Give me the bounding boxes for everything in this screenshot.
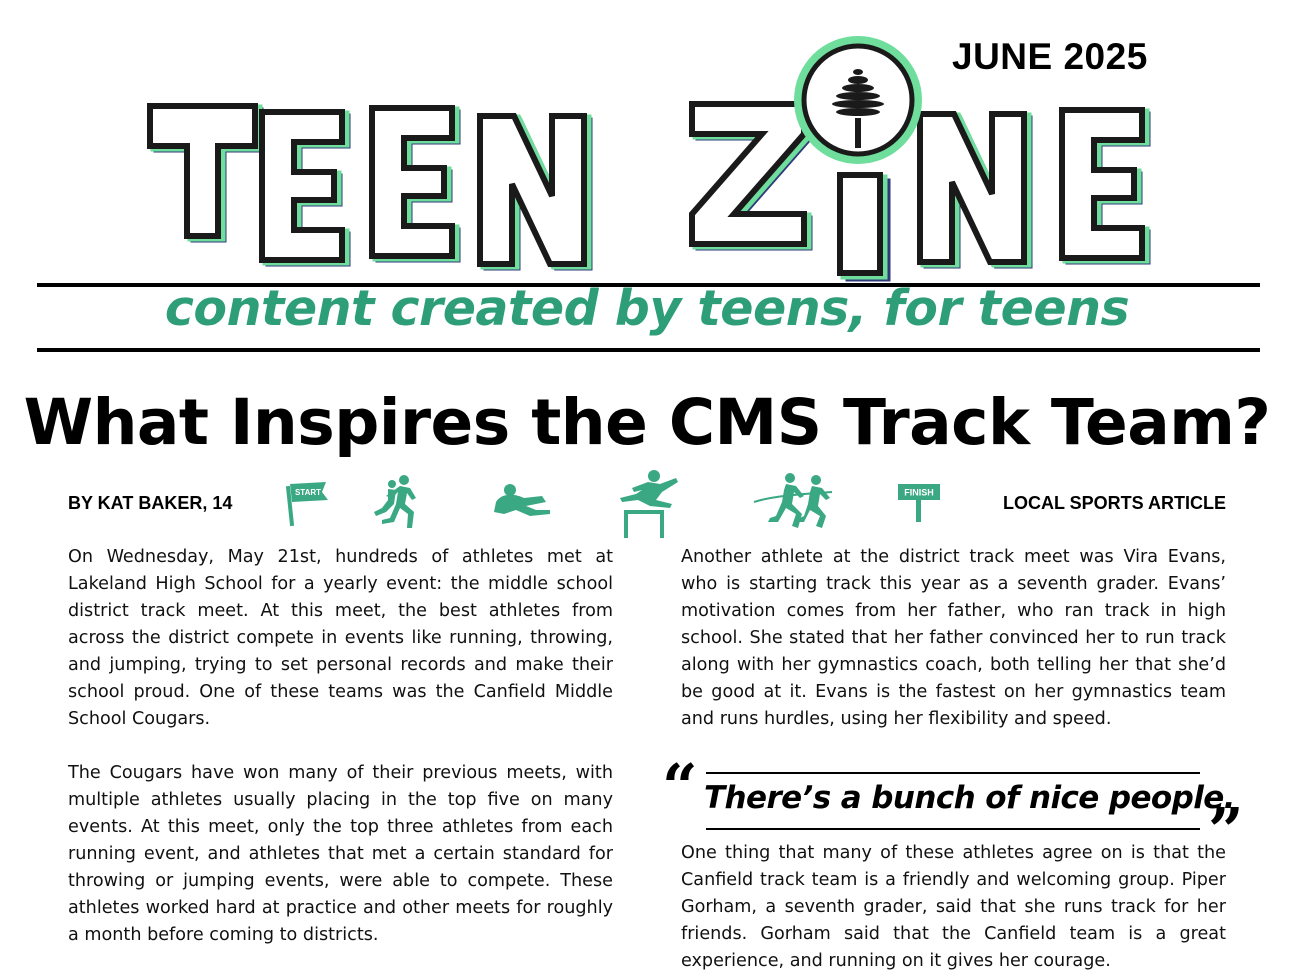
article-headline: What Inspires the CMS Track Team?	[23, 386, 1271, 459]
paragraph: The Cougars have won many of their previous meets, with multiple athletes usually placing in the top five on many events. At this meet, only the top three athletes from each running event, and athletes that met a certain standard for throwing or jumping events, were able to compete. These athletes worked hard at practice and other meets for roughly a month before coming to districts.	[68, 763, 613, 945]
masthead	[0, 0, 1294, 290]
pull-quote: There’s a bunch of nice people.	[704, 780, 1235, 816]
tagline-rule-bottom	[37, 348, 1260, 352]
right-column-top	[681, 544, 1226, 733]
tree-emblem-icon	[794, 36, 922, 164]
byline: BY KAT BAKER, 14	[68, 493, 233, 513]
start-flag-icon	[284, 480, 330, 528]
paragraph: On Wednesday, May 21st, hundreds of athletes met at Lakeland High School for a yearly event: the middle school district track meet. At this meet, the best athletes from across the district compete in events like running, throwing, and jumping, trying to set personal records and make their school proud. One of these teams was the Canfield Middle School Cougars.	[68, 547, 613, 729]
left-column	[68, 544, 613, 949]
hurdler-icon	[616, 470, 682, 540]
start-flag-label: START	[294, 488, 322, 497]
runners-icon	[370, 474, 428, 532]
paragraph: Another athlete at the district track meet was Vira Evans, who is starting track this year as a seventh grader. Evans’ motivation comes from her father, who ran track in high school. She stated that her father convinced her to run track along with her gymnastics coach, both telling her that she’d be good at it. Evans is the fastest on her gymnastics team and runs hurdles, using her flexibility and speed.	[681, 547, 1226, 729]
close-quote-icon: ”	[1208, 794, 1244, 867]
issue-date: JUNE 2025	[952, 36, 1148, 77]
pull-quote-rule-bottom	[706, 828, 1200, 830]
tagline: content created by teens, for teens	[164, 280, 1130, 337]
article-category: LOCAL SPORTS ARTICLE	[1002, 493, 1226, 513]
pull-quote-rule-top	[706, 772, 1200, 774]
right-column-bottom	[681, 840, 1226, 975]
open-quote-icon: “	[662, 750, 698, 823]
finish-line-runners-icon	[752, 472, 834, 532]
long-jump-icon	[486, 480, 552, 520]
finish-sign-icon	[896, 482, 942, 524]
paragraph: One thing that many of these athletes agree on is that the Canfield track team is a friendly and welcoming group. Piper Gorham, a seventh grader, said that she runs track for her friends. Gorham said that the Canfield team is a great experience, and running on it gives her courage.	[681, 843, 1226, 971]
finish-sign-label: FINISH	[904, 487, 934, 498]
